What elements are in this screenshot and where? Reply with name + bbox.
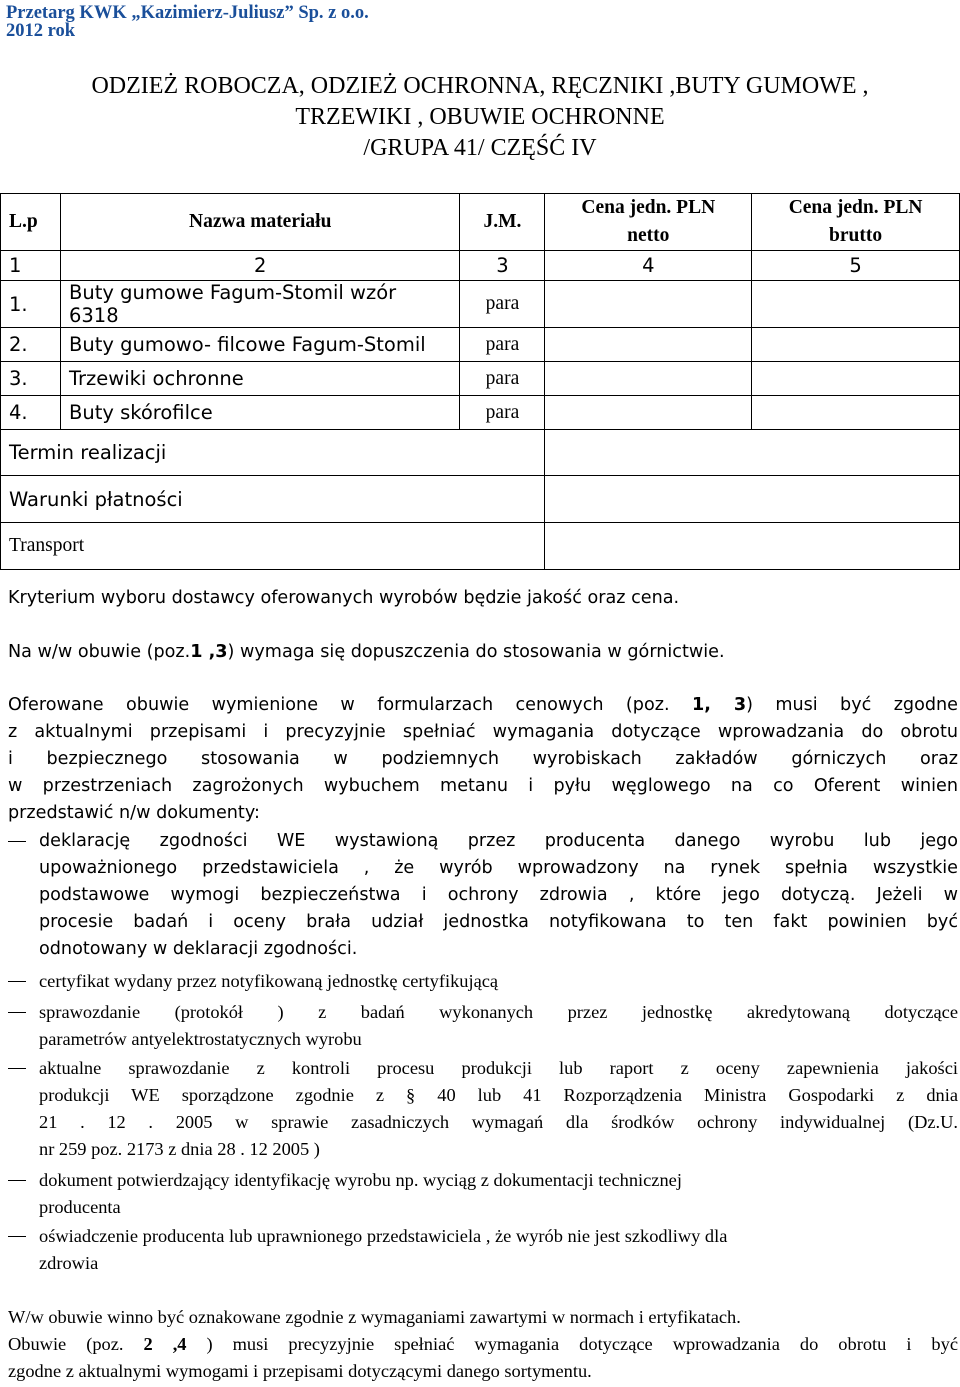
list-item: nr 259 poz. 2173 z dnia 28 . 12 2005 ) [39,1139,320,1159]
oferowane-line-2: z aktualnymi przepisami i precyzyjnie spełniać wymagania dotyczące wprowadzania do obrotu [8,722,958,742]
header-price-brutto: Cena jedn. PLN brutto [752,194,960,251]
table-row [1,362,960,396]
row-name: Buty skórofilce [60,396,460,430]
oferowane-line-4: w przestrzeniach zagrożonych wybuchem metanu i pyłu węglowego na co Oferent winien [8,776,958,796]
row-lp: 2. [1,328,61,362]
price-netto-cell[interactable] [545,328,752,362]
row-unit: para [460,362,545,396]
column-number: 1 [1,251,61,281]
document-title-line-3: /GRUPA 41/ CZĘŚĆ IV [363,135,597,161]
column-number: 5 [752,251,960,281]
header-unit: J.M. [460,194,545,251]
list-item: sprawozdanie (protokół ) z badań wykonanych przez jednostkę akredytowaną dotyczące [39,1002,958,1022]
list-item: procesie badań i oceny brała udział jednostka notyfikowana to ten fakt powinien być [39,912,958,932]
row-unit: para [460,281,545,328]
column-number: 4 [545,251,752,281]
table-row [1,430,960,476]
list-bullet [8,1180,26,1181]
price-netto-cell[interactable] [545,362,752,396]
list-item: aktualne sprawozdanie z kontroli procesu produkcji lub raport z oceny zapewnienia jakości [39,1058,958,1078]
list-item: zdrowia [39,1253,99,1273]
list-bullet [8,1068,26,1069]
row-lp: 4. [1,396,61,430]
obuwie-line-1: Obuwie (poz. 2 ,4 ) musi precyzyjnie spełniać wymagania dotyczące wprowadzania do obrotu i być [8,1334,958,1354]
table-row [1,523,960,570]
price-netto-cell[interactable] [545,281,752,328]
header-name: Nazwa materiału [60,194,460,251]
document-title-line-2: TRZEWIKI , OBUWIE OCHRONNE [295,104,665,130]
table-header-row [1,194,960,251]
list-item: upoważnionego przedstawiciela , że wyrób wprowadzony na rynek spełnia wszystkie [39,858,958,878]
list-item: dokument potwierdzający identyfikację wyrobu np. wyciąg z dokumentacji technicznej [39,1170,682,1190]
oferowane-line-3: i bezpiecznego stosowania w podziemnych wyrobiskach zakładów górniczych oraz [8,749,958,769]
transport-label: Transport [1,523,545,570]
list-item: odnotowany w deklaracji zgodności. [39,939,358,959]
list-item: certyfikat wydany przez notyfikowaną jednostkę certyfikującą [39,971,499,991]
list-item: oświadczenie producenta lub uprawnionego przedstawiciela , że wyrób nie jest szkodliwy dla [39,1226,728,1246]
list-item: parametrów antyelektrostatycznych wyrobu [39,1029,362,1049]
list-bullet [8,1012,26,1013]
list-item: 21 . 12 . 2005 w sprawie zasadniczych wymagań dla środków ochrony indywidualnej (Dz.U. [39,1112,958,1132]
table-row [1,281,960,328]
row-name: Buty gumowe Fagum-Stomil wzór 6318 [60,281,460,328]
termin-value-cell[interactable] [545,430,960,476]
ww-text: W/w obuwie winno być oznakowane zgodnie z wymaganiami zawartymi w normach i ertyfikatach. [8,1307,741,1327]
naww-text: Na w/w obuwie (poz.1 ,3) wymaga się dopuszczenia do stosowania w górnictwie. [8,642,725,662]
year-header: 2012 rok [6,21,76,41]
transport-value-cell[interactable] [545,523,960,570]
list-bullet [8,1236,26,1237]
header-lp: L.p [1,194,61,251]
list-bullet [8,981,26,982]
row-name: Trzewiki ochronne [60,362,460,396]
row-unit: para [460,396,545,430]
price-netto-cell[interactable] [545,396,752,430]
list-item: produkcji WE sporządzone zgodnie z § 40 lub 41 Rozporządzenia Ministra Gospodarki z dnia [39,1085,958,1105]
price-brutto-cell[interactable] [752,362,960,396]
oferowane-line-1: Oferowane obuwie wymienione w formularzach cenowych (poz. 1, 3) musi być zgodne [8,695,959,715]
list-item: producenta [39,1197,121,1217]
oferowane-line-5: przedstawić n/w dokumenty: [8,803,260,823]
header-price-netto: Cena jedn. PLN netto [545,194,752,251]
row-name: Buty gumowo- filcowe Fagum-Stomil [60,328,460,362]
row-lp: 3. [1,362,61,396]
column-number: 2 [60,251,460,281]
kryterium-text: Kryterium wyboru dostawcy oferowanych wyrobów będzie jakość oraz cena. [8,588,680,608]
document-title-line-1: ODZIEŻ ROBOCZA, ODZIEŻ OCHRONNA, RĘCZNIKI ,BUTY GUMOWE , [91,73,869,99]
price-table [0,193,960,570]
warunki-label: Warunki płatności [1,476,545,523]
table-row [1,328,960,362]
table-row [1,396,960,430]
termin-label: Termin realizacji [1,430,545,476]
list-item: deklarację zgodności WE wystawioną przez producenta danego wyrobu lub jego [39,831,958,851]
table-row [1,476,960,523]
column-number-row [1,251,960,281]
row-unit: para [460,328,545,362]
list-bullet [8,841,26,842]
price-brutto-cell[interactable] [752,396,960,430]
column-number: 3 [460,251,545,281]
warunki-value-cell[interactable] [545,476,960,523]
price-brutto-cell[interactable] [752,281,960,328]
row-lp: 1. [1,281,61,328]
company-header: Przetarg KWK „Kazimierz-Juliusz” Sp. z o.o. [6,3,369,23]
list-item: podstawowe wymogi bezpieczeństwa i ochrony zdrowia , które jego dotyczą. Jeżeli w [39,885,958,905]
obuwie-line-2: zgodne z aktualnymi wymogami i przepisami dotyczącymi danego sortymentu. [8,1361,592,1381]
price-brutto-cell[interactable] [752,328,960,362]
